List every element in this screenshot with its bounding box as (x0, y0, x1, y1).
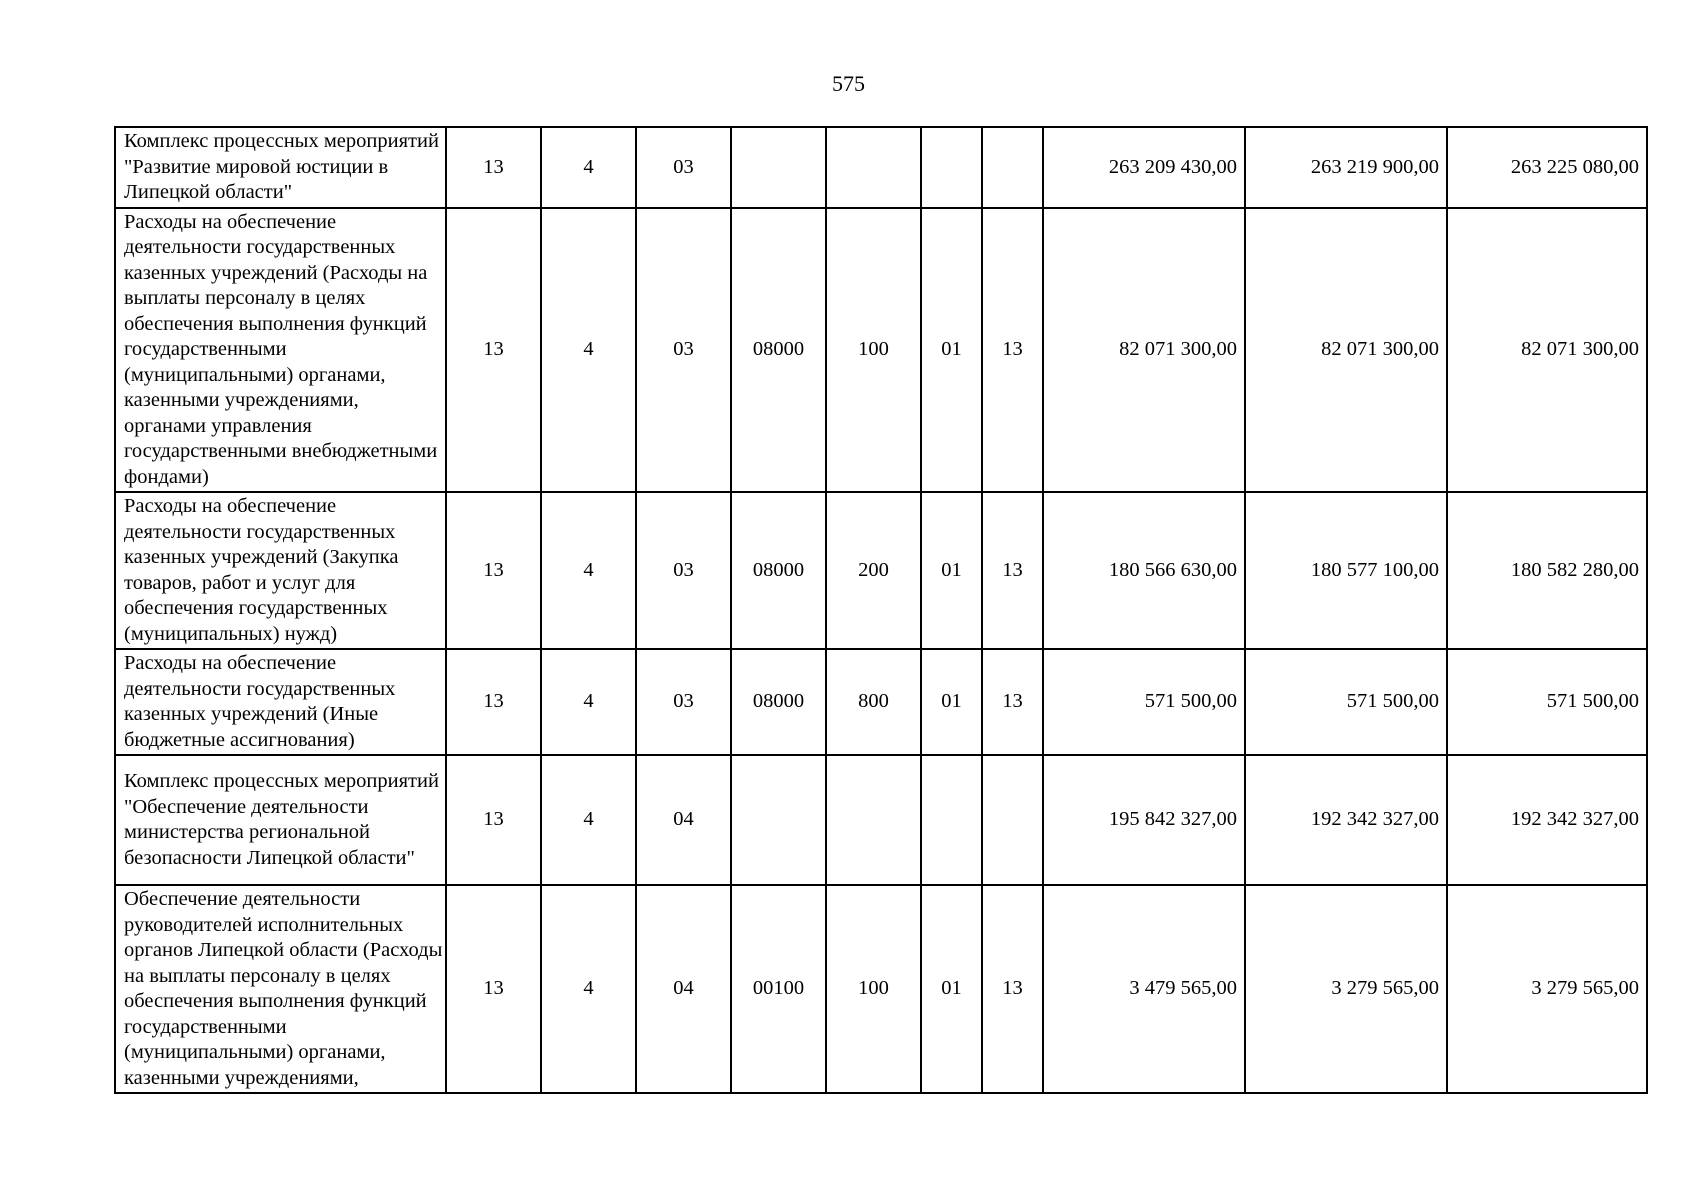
code-cell: 03 (636, 649, 731, 755)
code-cell (982, 127, 1043, 208)
code-cell: 4 (541, 492, 636, 649)
code-cell: 08000 (731, 208, 826, 493)
row-description: Комплекс процессных мероприятий "Обеспечение деятельности министерства региональной безопасности Липецкой области" (115, 755, 446, 885)
amount-cell: 195 842 327,00 (1043, 755, 1245, 885)
amount-cell: 3 279 565,00 (1447, 885, 1647, 1093)
code-cell: 800 (826, 649, 921, 755)
code-cell: 13 (446, 885, 541, 1093)
code-cell: 4 (541, 885, 636, 1093)
amount-cell: 180 582 280,00 (1447, 492, 1647, 649)
table-row (115, 885, 1647, 1093)
table-row (115, 492, 1647, 649)
page-number: 575 (832, 71, 865, 96)
amount-cell: 571 500,00 (1043, 649, 1245, 755)
code-cell: 03 (636, 127, 731, 208)
code-cell (921, 755, 982, 885)
code-cell: 01 (921, 885, 982, 1093)
code-cell: 03 (636, 492, 731, 649)
amount-cell: 571 500,00 (1447, 649, 1647, 755)
code-cell: 00100 (731, 885, 826, 1093)
code-cell: 200 (826, 492, 921, 649)
row-description: Обеспечение деятельности руководителей исполнительных органов Липецкой области (Расходы на выплаты персоналу в целях обеспечения выполнения функций государственными (муниципальными) органами, казенными учреждениями, (115, 885, 446, 1093)
amount-cell: 571 500,00 (1245, 649, 1447, 755)
code-cell (826, 755, 921, 885)
code-cell: 4 (541, 127, 636, 208)
amount-cell: 3 279 565,00 (1245, 885, 1447, 1093)
amount-cell: 263 209 430,00 (1043, 127, 1245, 208)
table-row (115, 127, 1647, 208)
code-cell (982, 755, 1043, 885)
code-cell: 08000 (731, 649, 826, 755)
amount-cell: 263 225 080,00 (1447, 127, 1647, 208)
code-cell: 100 (826, 885, 921, 1093)
code-cell: 01 (921, 208, 982, 493)
code-cell: 03 (636, 208, 731, 493)
code-cell: 4 (541, 649, 636, 755)
row-description: Расходы на обеспечение деятельности государственных казенных учреждений (Закупка товаров, работ и услуг для обеспечения государственных (муниципальных) нужд) (115, 492, 446, 649)
code-cell: 13 (982, 649, 1043, 755)
code-cell: 4 (541, 208, 636, 493)
code-cell: 13 (446, 127, 541, 208)
table-row (115, 755, 1647, 885)
code-cell: 13 (446, 492, 541, 649)
code-cell: 13 (982, 885, 1043, 1093)
code-cell: 100 (826, 208, 921, 493)
code-cell: 4 (541, 755, 636, 885)
row-description: Комплекс процессных мероприятий "Развитие мировой юстиции в Липецкой области" (115, 127, 446, 208)
code-cell: 13 (446, 649, 541, 755)
budget-table (114, 126, 1648, 1094)
code-cell: 13 (446, 208, 541, 493)
code-cell (731, 127, 826, 208)
amount-cell: 192 342 327,00 (1447, 755, 1647, 885)
amount-cell: 82 071 300,00 (1245, 208, 1447, 493)
amount-cell: 180 577 100,00 (1245, 492, 1447, 649)
code-cell: 13 (446, 755, 541, 885)
amount-cell: 180 566 630,00 (1043, 492, 1245, 649)
code-cell: 13 (982, 492, 1043, 649)
amount-cell: 3 479 565,00 (1043, 885, 1245, 1093)
code-cell: 01 (921, 492, 982, 649)
amount-cell: 82 071 300,00 (1447, 208, 1647, 493)
code-cell (826, 127, 921, 208)
code-cell (921, 127, 982, 208)
table-row (115, 208, 1647, 493)
row-description: Расходы на обеспечение деятельности государственных казенных учреждений (Иные бюджетные ассигнования) (115, 649, 446, 755)
code-cell: 04 (636, 755, 731, 885)
amount-cell: 263 219 900,00 (1245, 127, 1447, 208)
row-description: Расходы на обеспечение деятельности государственных казенных учреждений (Расходы на выплаты персоналу в целях обеспечения выполнения функций государственными (муниципальными) органами, казенными учреждениями, органами управления государственными внебюджетными фондами) (115, 208, 446, 493)
code-cell: 01 (921, 649, 982, 755)
amount-cell: 192 342 327,00 (1245, 755, 1447, 885)
amount-cell: 82 071 300,00 (1043, 208, 1245, 493)
table-row (115, 649, 1647, 755)
code-cell: 08000 (731, 492, 826, 649)
code-cell: 04 (636, 885, 731, 1093)
code-cell (731, 755, 826, 885)
code-cell: 13 (982, 208, 1043, 493)
